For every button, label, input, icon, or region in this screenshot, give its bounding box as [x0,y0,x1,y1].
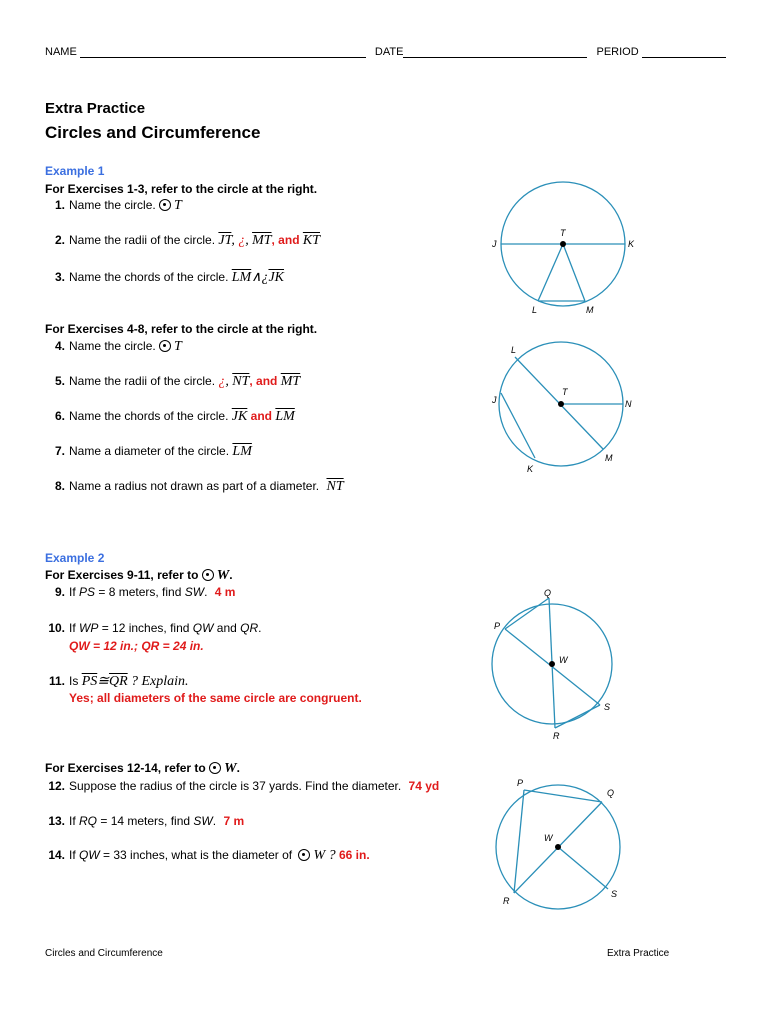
answer: T [174,339,182,354]
exercise-4 [45,339,182,355]
answer-segment: $\overline{NT}$ [232,374,250,389]
label-M: M [605,453,613,463]
answer-and: , and [249,374,278,388]
exercise-1 [45,198,182,214]
exercise-number: 11. [48,674,65,688]
answer-and: , and [271,233,300,247]
answer-segment: $\overline{MT}$ [280,374,301,389]
label-Q: Q [607,788,615,798]
label-M: M [586,305,594,315]
label-S: S [604,702,611,712]
exercise-number: 4. [54,339,65,353]
exercise-text: Name a radius not drawn as part of a diameter. [69,479,320,493]
exercise-3 [45,269,284,286]
exercise-number: 7. [54,444,65,458]
answer-segment: $\overline{LM}$ [232,444,252,459]
exercise-number: 2. [54,233,65,247]
footer-left: Circles and Circumference [45,948,163,959]
exercise-number: 8. [54,479,65,493]
answer: 7 m [223,814,245,828]
answer-and: and [250,409,272,423]
name-field[interactable] [80,47,366,58]
answer-segment: $\overline{LM}$ [231,270,252,285]
answer: 66 in. [339,848,370,862]
exercise-12: 12. Suppose the radius of the circle is 37 yards. Find the diameter. 74 yd [45,779,439,793]
answer: T [174,198,182,213]
exercise-number: 14. [48,848,65,862]
circle-figure-1 [480,170,650,320]
circle-name: W [216,568,230,583]
kicker-title: Extra Practice [45,100,146,117]
answer-segment: $\overline{JT}$ [218,233,232,248]
label-Q: Q [544,588,552,598]
intro-text: For Exercises 12-14, refer to [45,761,206,775]
exercise-5: 5. Name the radii of the circle. ¿, $\overline{NT}$, and $\overline{MT}$ [45,374,300,390]
example-1-label: Example 1 [45,164,105,178]
circle-figure-3 [484,586,634,746]
exercise-number: 12. [48,779,65,793]
circle-symbol-icon [298,849,310,861]
exercise-number: 13. [48,814,65,828]
intro-12-14: For Exercises 12-14, refer to W. [45,761,240,776]
exercise-6 [45,409,295,425]
label-P: P [494,621,501,631]
exercise-13: 13. If RQ = 14 meters, find SW. 7 m [45,814,244,828]
exercise-text: Name the radii of the circle. [69,374,216,388]
answer-segment: $\overline{MT}$ [252,233,272,248]
label-L: L [532,305,538,315]
answer-11: Yes; all diameters of the same circle are congruent. [69,691,362,705]
exercise-number: 3. [54,270,65,284]
exercise-number: 6. [54,409,65,423]
circle-figure-4 [484,775,634,935]
intro-text: For Exercises 9-11, refer to [45,568,199,582]
answer-glyph: ¿ [218,374,226,389]
intro-1-3: For Exercises 1-3, refer to the circle at the right. [45,182,318,196]
label-S: S [611,889,618,899]
label-W: W [559,655,568,665]
label-R: R [553,731,560,741]
label-N: N [625,399,632,409]
exercise-10: 10. If WP = 12 inches, find QW and QR. [45,621,261,635]
answer-segment: $\overline{KT}$ [302,233,320,248]
circle-symbol-icon [159,340,171,352]
label-J: J [492,239,497,249]
answer-segment: $\overline{JK}$ [231,409,248,424]
exercise-14: 14. If QW = 33 inches, what is the diameter of W ? 66 in. [45,848,370,864]
center-point [560,241,566,247]
period-field[interactable] [642,47,726,58]
exercise-text: Name the chords of the circle. [69,270,229,284]
circle-figure-2 [480,335,650,480]
exercise-11: 11. Is $\overline{PS}≅\overline{QR}$ ? Explain. [45,673,189,690]
label-P: P [517,778,524,788]
exercise-9: 9. If PS = 8 meters, find SW. 4 m [45,585,235,599]
center-point [558,401,564,407]
answer-10: QW = 12 in.; QR = 24 in. [69,639,204,653]
exercise-number: 1. [54,198,65,212]
label-W: W [544,833,553,843]
answer: 74 yd [408,779,440,793]
exercise-number: 5. [54,374,65,388]
exercise-text: Name a diameter of the circle. [69,444,230,458]
answer: 4 m [214,585,236,599]
date-field[interactable] [403,47,587,58]
exercise-number: 10. [48,621,65,635]
center-point [549,661,555,667]
answer-segment: $\overline{LM}$ [275,409,295,424]
period-label: PERIOD [596,46,639,58]
exercise-text: Name the circle. [69,198,156,212]
label-T: T [560,228,566,238]
label-J: J [492,395,497,405]
intro-9-11: For Exercises 9-11, refer to W. [45,568,233,583]
header-row [45,46,726,58]
circle-name: W [224,761,237,776]
label-K: K [628,239,635,249]
exercise-2: 2. Name the radii of the circle. $\overline{JT}$, ¿, $\overline{MT}$, and $\overline{KT}$ [45,233,320,249]
label-T: T [562,387,568,397]
exercise-text: Name the chords of the circle. [69,409,229,423]
exercise-text: Name the circle. [69,339,156,353]
circle-symbol-icon [159,199,171,211]
exercise-text: Name the radii of the circle. [69,233,216,247]
circle-symbol-icon [202,569,214,581]
exercise-number: 9. [54,585,65,599]
page-title: Circles and Circumference [45,123,261,142]
name-label: NAME [45,46,77,58]
answer-glyph: ¿ [238,233,246,248]
answer-segment: $\overline{NT}$ [326,479,344,494]
circle-symbol-icon [209,762,221,774]
label-R: R [503,896,510,906]
footer-right: Extra Practice [607,948,670,959]
answer-segment: $\overline{JK}$ [268,270,285,285]
answer-glyph: ∧¿ [251,270,269,285]
example-2-label: Example 2 [45,551,105,565]
exercise-7 [45,444,252,460]
label-K: K [527,464,534,474]
label-L: L [511,345,517,355]
intro-4-8: For Exercises 4-8, refer to the circle at the right. [45,322,318,336]
exercise-8 [45,479,344,495]
date-label: DATE [374,46,404,58]
center-point [555,844,561,850]
